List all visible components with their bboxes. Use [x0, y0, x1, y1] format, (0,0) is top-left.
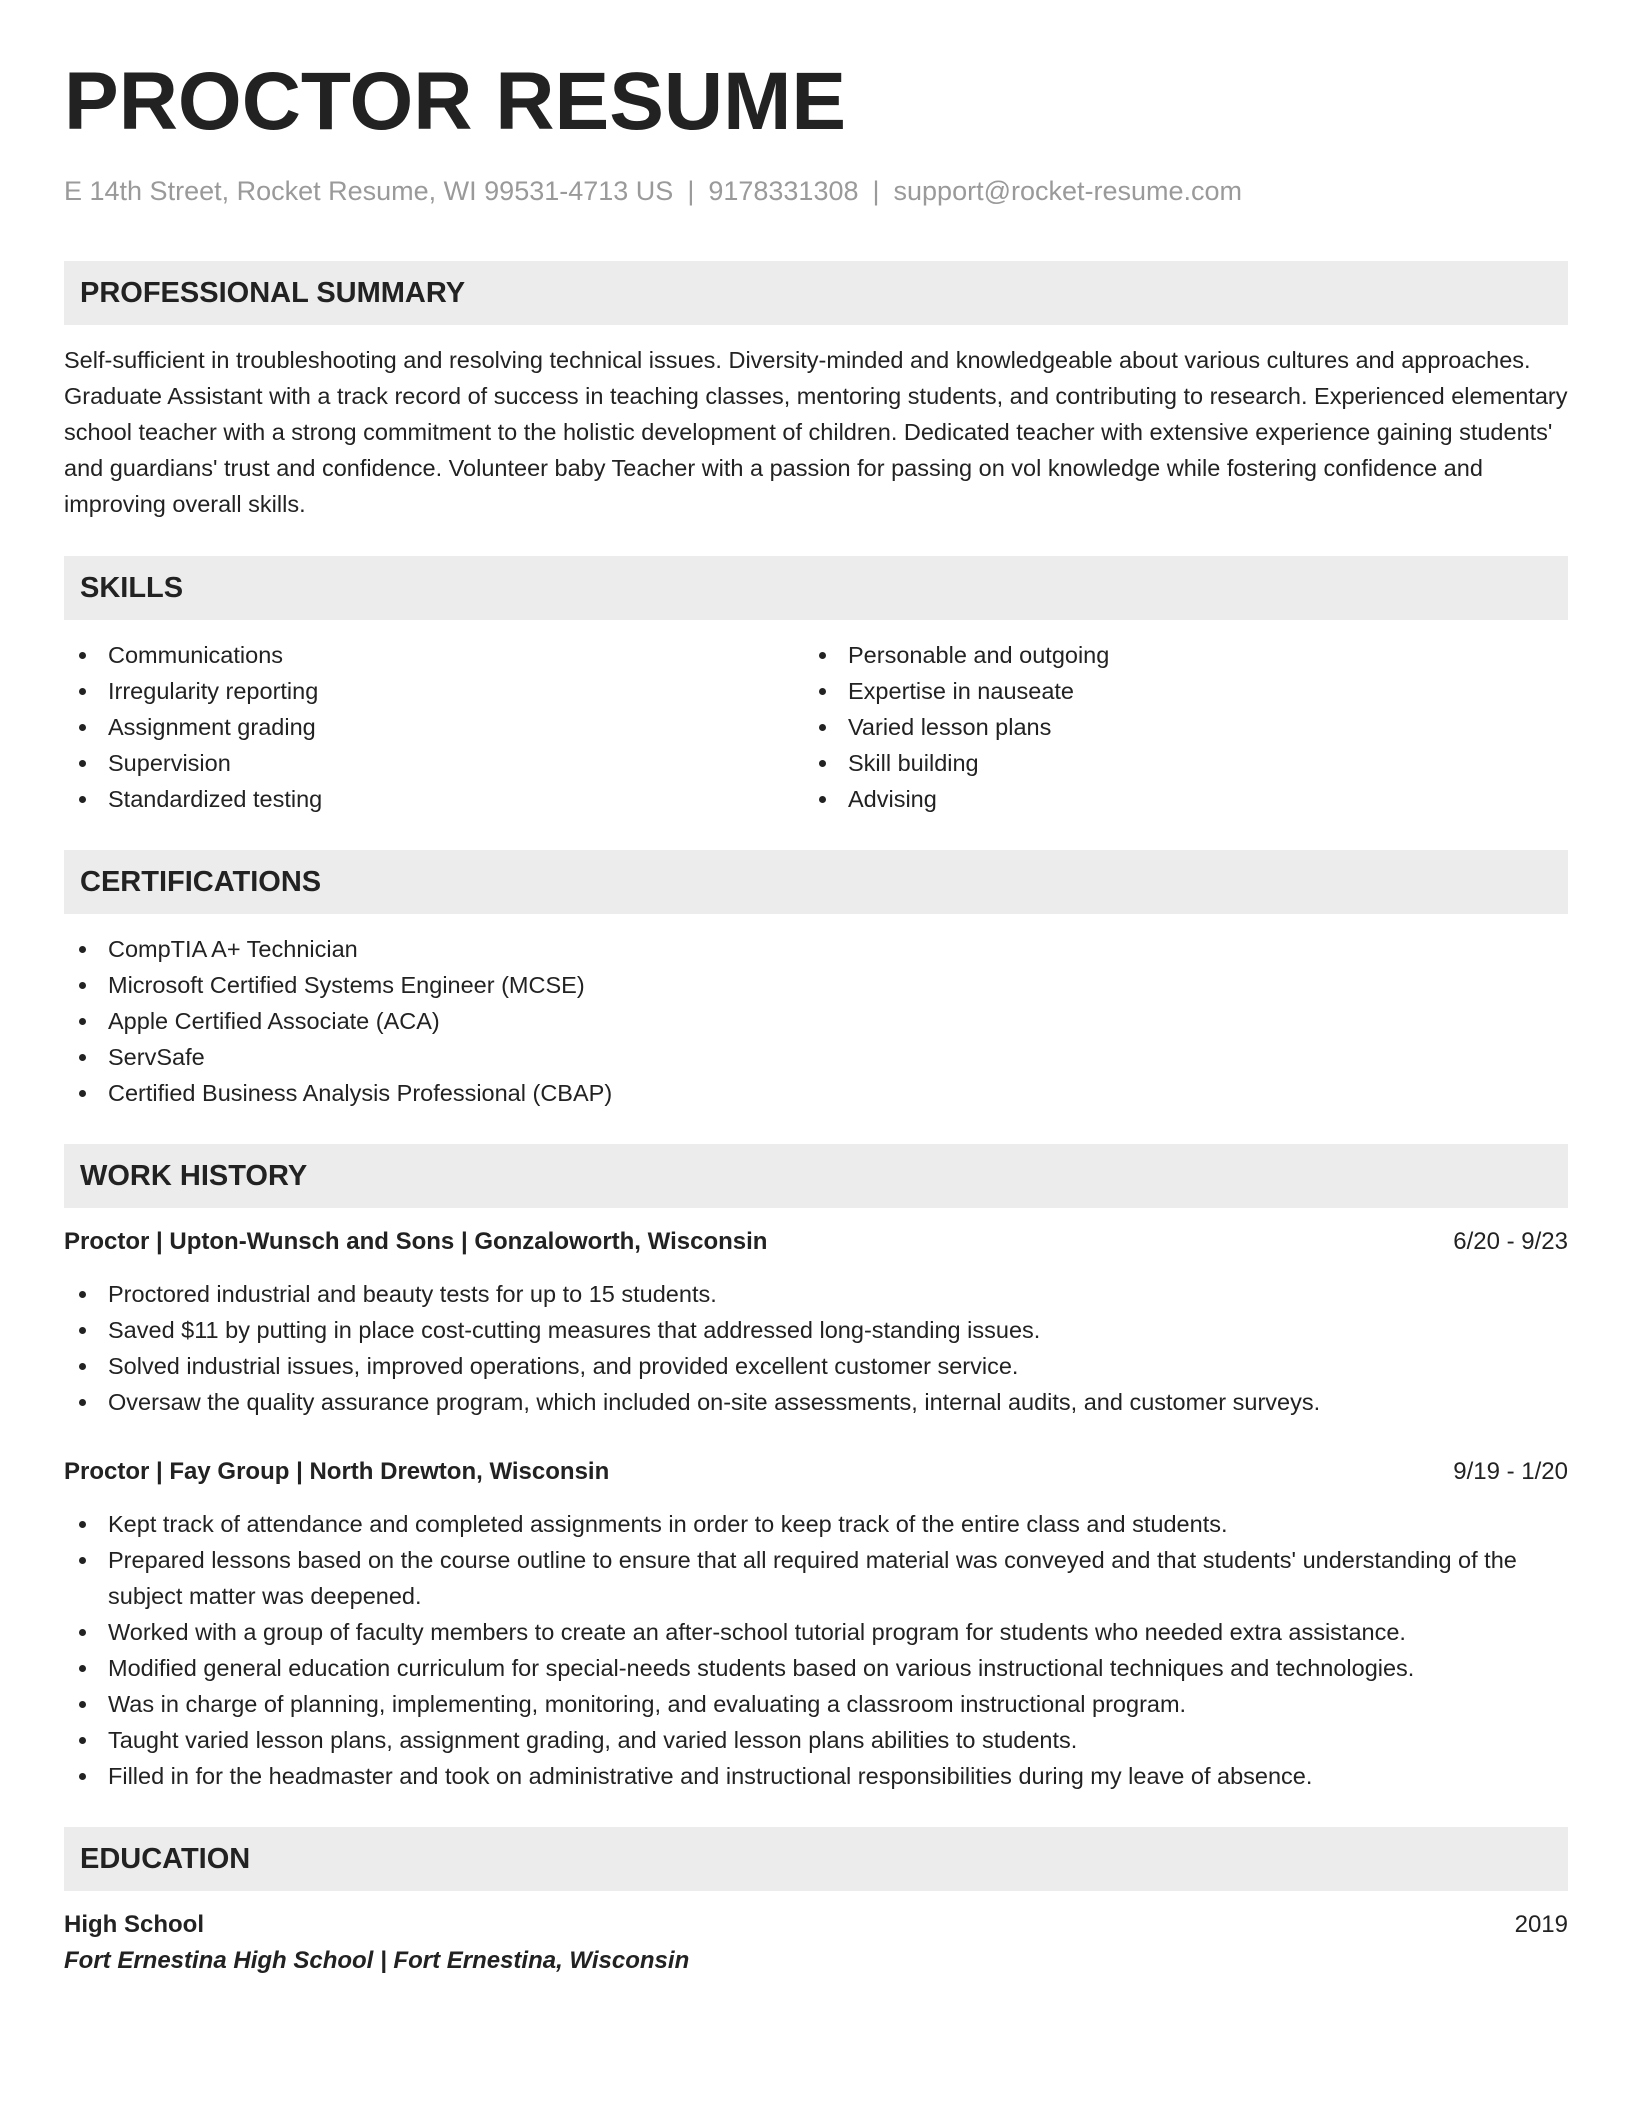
job-dates: 9/19 - 1/20 — [1453, 1458, 1568, 1485]
job-bullet: Kept track of attendance and completed assignments in order to keep track of the entire class and students. — [64, 1506, 1568, 1542]
job-bullet-list — [64, 1276, 1568, 1420]
contact-email: support@rocket-resume.com — [893, 176, 1243, 206]
skill-item: Communications — [64, 637, 804, 673]
contact-address: E 14th Street, Rocket Resume, WI 99531-4713 US — [64, 176, 674, 206]
job-bullet: Modified general education curriculum for special-needs students based on various instructional techniques and technologies. — [64, 1650, 1568, 1686]
skill-item: Expertise in nauseate — [804, 673, 1544, 709]
education-year: 2019 — [1514, 1911, 1568, 1938]
job-title: Proctor | Upton-Wunsch and Sons | Gonzaloworth, Wisconsin — [64, 1228, 768, 1255]
job-bullet: Saved $11 by putting in place cost-cutting measures that addressed long-standing issues. — [64, 1312, 1568, 1348]
skill-item: Varied lesson plans — [804, 709, 1544, 745]
skills-list-right — [804, 637, 1544, 817]
job-bullet: Oversaw the quality assurance program, which included on-site assessments, internal audits, and customer surveys. — [64, 1384, 1568, 1420]
education-section-header: EDUCATION — [64, 1827, 1568, 1891]
job-bullet: Proctored industrial and beauty tests for up to 15 students. — [64, 1276, 1568, 1312]
skill-item: Advising — [804, 781, 1544, 817]
certification-item: Certified Business Analysis Professional (CBAP) — [64, 1075, 1568, 1111]
job-bullet: Solved industrial issues, improved operations, and provided excellent customer service. — [64, 1348, 1568, 1384]
certification-item: Microsoft Certified Systems Engineer (MCSE) — [64, 967, 1568, 1003]
contact-separator: | — [687, 176, 695, 206]
job-bullet-list — [64, 1506, 1568, 1794]
job-bullet: Was in charge of planning, implementing, monitoring, and evaluating a classroom instructional program. — [64, 1686, 1568, 1722]
certification-item: CompTIA A+ Technician — [64, 931, 1568, 967]
skill-item: Skill building — [804, 745, 1544, 781]
skill-item: Irregularity reporting — [64, 673, 804, 709]
skills-grid — [64, 637, 1568, 817]
education-school: Fort Ernestina High School | Fort Ernestina, Wisconsin — [64, 1947, 690, 1974]
certifications-list — [64, 931, 1568, 1111]
job-heading-row — [64, 1454, 1568, 1490]
job-title: Proctor | Fay Group | North Drewton, Wisconsin — [64, 1458, 610, 1485]
skill-item: Assignment grading — [64, 709, 804, 745]
contact-line — [64, 174, 1568, 208]
summary-text: Self-sufficient in troubleshooting and resolving technical issues. Diversity-minded and knowledgeable about various cultures and approaches. Graduate Assistant with a track record of success in teaching classes, mentoring students, and contributing to research. Experienced elementary school teacher with a strong commitment to the holistic development of children. Dedicated teacher with extensive experience gaining students' and guardians' trust and confidence. Volunteer baby Teacher with a passion for passing on vol knowledge while fostering confidence and improving overall skills. — [64, 347, 1568, 517]
certification-item: ServSafe — [64, 1039, 1568, 1075]
skill-item: Standardized testing — [64, 781, 804, 817]
education-degree: High School — [64, 1911, 204, 1938]
job-heading-row — [64, 1224, 1568, 1260]
job-bullet: Filled in for the headmaster and took on administrative and instructional responsibilities during my leave of absence. — [64, 1758, 1568, 1794]
resume-name: PROCTOR RESUME — [64, 56, 847, 147]
certification-item: Apple Certified Associate (ACA) — [64, 1003, 1568, 1039]
contact-phone: 9178331308 — [708, 176, 859, 206]
certifications-section-header: CERTIFICATIONS — [64, 850, 1568, 914]
job-bullet: Prepared lessons based on the course outline to ensure that all required material was conveyed and that students' understanding of the subject matter was deepened. — [64, 1542, 1568, 1614]
job-bullet: Worked with a group of faculty members to create an after-school tutorial program for students who needed extra assistance. — [64, 1614, 1568, 1650]
skill-item: Personable and outgoing — [804, 637, 1544, 673]
job-bullet: Taught varied lesson plans, assignment grading, and varied lesson plans abilities to students. — [64, 1722, 1568, 1758]
skill-item: Supervision — [64, 745, 804, 781]
summary-section-header: PROFESSIONAL SUMMARY — [64, 261, 1568, 325]
job-dates: 6/20 - 9/23 — [1453, 1228, 1568, 1255]
skills-section-header: SKILLS — [64, 556, 1568, 620]
education-row — [64, 1907, 1568, 1943]
skills-list-left — [64, 637, 804, 817]
contact-separator: | — [872, 176, 880, 206]
work-history-section-header: WORK HISTORY — [64, 1144, 1568, 1208]
